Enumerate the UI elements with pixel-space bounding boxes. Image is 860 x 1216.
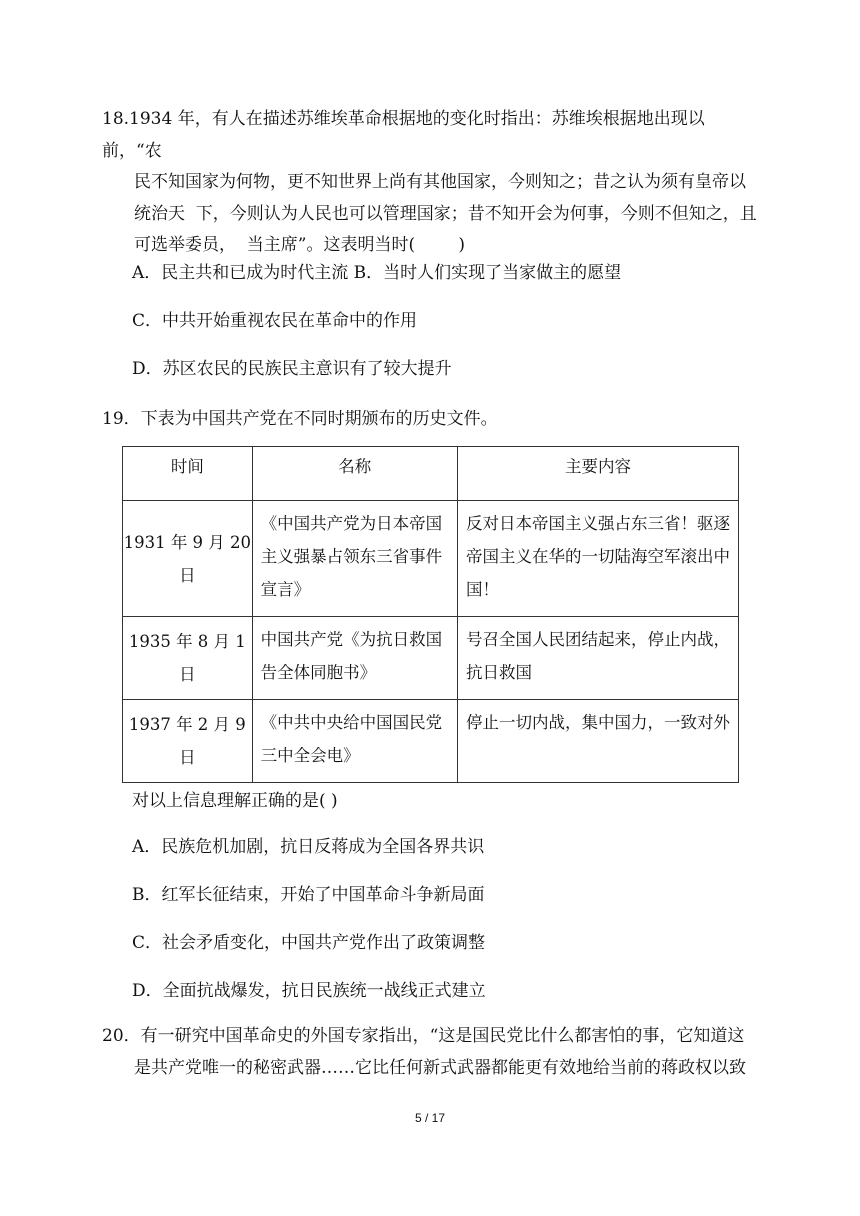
question-20 <box>102 1021 762 1084</box>
question-18 <box>102 104 762 262</box>
q19-question: 对以上信息理解正确的是( ) <box>132 791 338 811</box>
q18-option-a-b: A．民主共和已成为时代主流 B．当时人们实现了当家做主的愿望 <box>132 263 622 283</box>
q18-number: 18. <box>102 109 130 129</box>
q18-option-d: D．苏区农民的民族民主意识有了较大提升 <box>132 359 452 379</box>
page-number: 5 / 17 <box>414 1111 446 1125</box>
q19-option-a: A．民族危机加剧，抗日反蒋成为全国各界共识 <box>132 837 485 857</box>
table-row <box>123 700 739 783</box>
history-documents-table <box>122 446 739 783</box>
row-content: 反对日本帝国主义强占东三省！驱逐帝国主义在华的一切陆海空军滚出中国！ <box>457 501 738 617</box>
row-name: 《中国共产党为日本帝国主义强暴占领东三省事件宣言》 <box>252 501 457 617</box>
q18-line-4: 可选举委员， 当主席”。这表明当时( ) <box>134 235 465 255</box>
table-header-row <box>123 447 739 501</box>
row-name: 《中共中央给中国国民党三中全会电》 <box>252 700 457 783</box>
q19-stem: 19．下表为中国共产党在不同时期颁布的历史文件。 <box>102 409 498 429</box>
header-name: 名称 <box>252 447 457 501</box>
q20-line-1: 20．有一研究中国革命史的外国专家指出，“这是国民党比什么都害怕的事，它知道这 <box>102 1026 745 1046</box>
row-time: 1937 年 2 月 9 日 <box>123 700 253 783</box>
q18-option-c: C．中共开始重视农民在革命中的作用 <box>132 311 418 331</box>
row-content: 号召全国人民团结起来，停止内战，抗日救国 <box>457 617 738 700</box>
q18-line-2: 民不知国家为何物，更不知世界上尚有其他国家，今则知之；昔之认为须有皇帝以 <box>134 172 746 192</box>
row-time: 1931 年 9 月 20 日 <box>123 501 253 617</box>
q18-line-3: 统治天 下，今则认为人民也可以管理国家；昔不知开会为何事，今则不但知之，且 <box>134 203 757 224</box>
header-content: 主要内容 <box>457 447 738 501</box>
row-time: 1935 年 8 月 1 日 <box>123 617 253 700</box>
row-name: 中国共产党《为抗日救国告全体同胞书》 <box>252 617 457 700</box>
row-content: 停止一切内战，集中国力，一致对外 <box>457 700 738 783</box>
table-row <box>123 501 739 617</box>
q19-option-c: C．社会矛盾变化，中国共产党作出了政策调整 <box>132 933 486 953</box>
q19-option-b: B．红军长征结束，开始了中国革命斗争新局面 <box>132 885 485 905</box>
table-row <box>123 617 739 700</box>
q20-line-2: 是共产党唯一的秘密武器……它比任何新式武器都能更有效地给当前的蒋政权以致 <box>134 1057 746 1078</box>
q19-option-d: D．全面抗战爆发，抗日民族统一战线正式建立 <box>132 981 486 1001</box>
header-time: 时间 <box>123 447 253 501</box>
q18-line-1: 18.1934 年，有人在描述苏维埃革命根据地的变化时指出：苏维埃根据地出现以前，“农 <box>102 109 705 161</box>
